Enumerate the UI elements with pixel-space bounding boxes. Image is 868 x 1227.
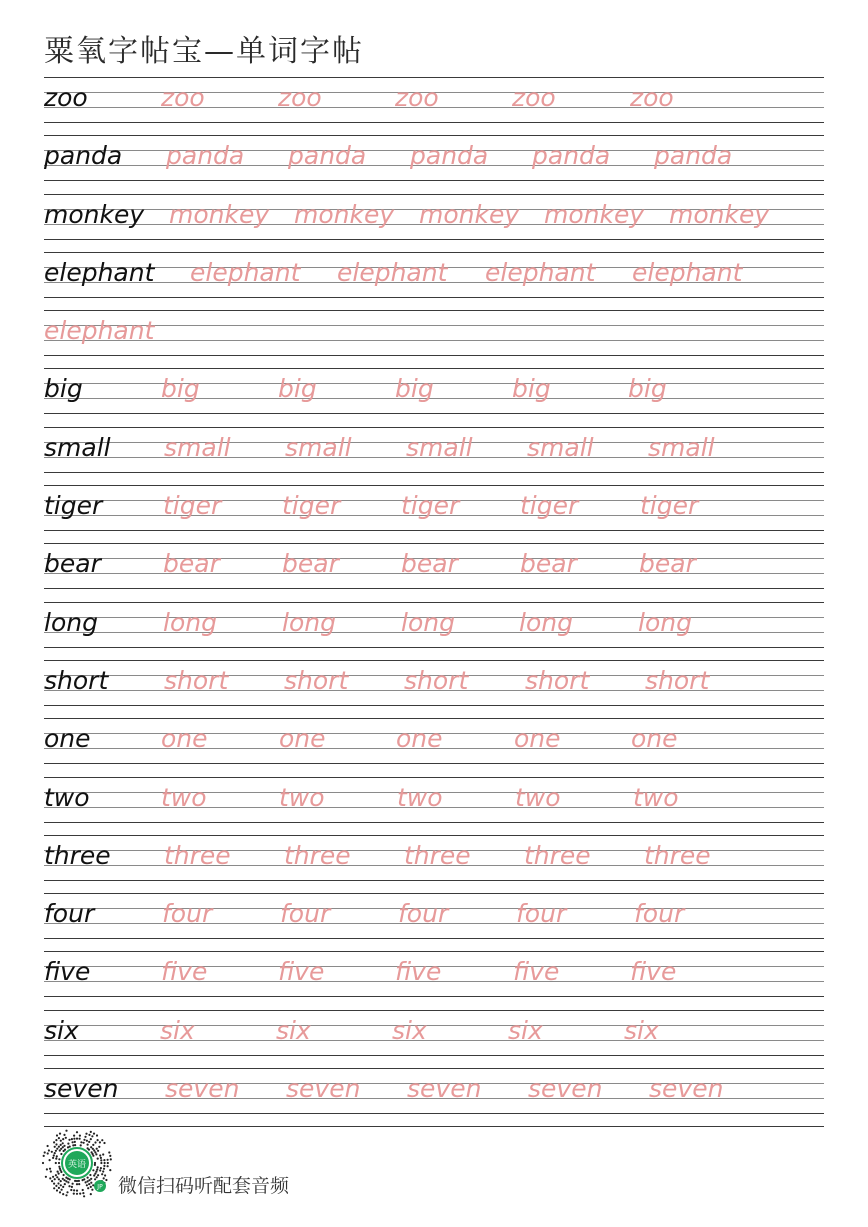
- model-word: long: [44, 607, 98, 637]
- writing-row: [44, 77, 824, 135]
- trace-word: one: [279, 724, 326, 754]
- ruled-line: [44, 368, 824, 369]
- trace-word: short: [164, 665, 229, 695]
- writing-row: [44, 310, 824, 368]
- ruled-line: [44, 77, 824, 78]
- trace-word: long: [282, 607, 336, 637]
- writing-row: [44, 660, 824, 718]
- writing-row: [44, 485, 824, 543]
- trace-word: short: [404, 665, 469, 695]
- trace-word: monkey: [669, 199, 770, 229]
- trace-word: four: [634, 899, 685, 929]
- trace-word: elephant: [44, 316, 155, 346]
- writing-row: [44, 835, 824, 893]
- ruled-line: [44, 310, 824, 311]
- model-word: six: [44, 1015, 79, 1045]
- trace-word: five: [161, 957, 208, 987]
- ruled-line: [44, 1068, 824, 1069]
- trace-word: zoo: [512, 83, 556, 112]
- writing-row: [44, 252, 824, 310]
- trace-word: big: [395, 374, 434, 404]
- ruled-line: [44, 647, 824, 648]
- trace-word: six: [276, 1015, 311, 1045]
- trace-word: big: [161, 374, 200, 404]
- ruled-line: [44, 194, 824, 195]
- ruled-line: [44, 413, 824, 414]
- ruled-line: [44, 602, 824, 603]
- model-word: elephant: [44, 257, 155, 287]
- ruled-line: [44, 893, 824, 894]
- trace-word: one: [514, 724, 561, 754]
- writing-row: [44, 194, 824, 252]
- writing-row: [44, 1068, 824, 1126]
- trace-word: tiger: [520, 491, 579, 521]
- trace-word: big: [278, 374, 317, 404]
- model-word: bear: [44, 549, 101, 579]
- ruled-line: [44, 835, 824, 836]
- trace-word: five: [630, 957, 677, 987]
- trace-word: four: [398, 899, 449, 929]
- trace-word: tiger: [163, 491, 222, 521]
- model-word: three: [44, 840, 111, 870]
- trace-word: three: [524, 840, 591, 870]
- trace-word: seven: [165, 1074, 240, 1104]
- trace-word: zoo: [278, 83, 322, 112]
- ruled-line: [44, 777, 824, 778]
- ruled-line: [44, 543, 824, 544]
- trace-word: long: [163, 607, 217, 637]
- trace-word: three: [404, 840, 471, 870]
- trace-word: big: [512, 374, 551, 404]
- trace-word: three: [164, 840, 231, 870]
- trace-word: monkey: [544, 199, 645, 229]
- ruled-line: [44, 718, 824, 719]
- trace-word: tiger: [401, 491, 460, 521]
- writing-row: [44, 543, 824, 601]
- ruled-line: [44, 880, 824, 881]
- trace-word: zoo: [161, 83, 205, 112]
- trace-word: bear: [520, 549, 577, 579]
- trace-word: tiger: [282, 491, 341, 521]
- trace-word: two: [515, 782, 561, 812]
- trace-word: three: [644, 840, 711, 870]
- ruled-line: [44, 660, 824, 661]
- trace-word: seven: [286, 1074, 361, 1104]
- ruled-line: [44, 588, 824, 589]
- trace-word: bear: [163, 549, 220, 579]
- trace-word: six: [392, 1015, 427, 1045]
- model-word: short: [44, 665, 109, 695]
- writing-row: [44, 427, 824, 485]
- model-word: big: [44, 374, 83, 404]
- trace-word: six: [160, 1015, 195, 1045]
- writing-row: [44, 951, 824, 1009]
- trace-word: zoo: [395, 83, 439, 112]
- ruled-line: [44, 239, 824, 240]
- trace-word: elephant: [337, 257, 448, 287]
- trace-word: big: [628, 374, 667, 404]
- trace-word: panda: [532, 141, 611, 171]
- ruled-line: [44, 252, 824, 253]
- ruled-line: [44, 485, 824, 486]
- qr-badge-label: 英语: [67, 1160, 87, 1170]
- trace-word: four: [516, 899, 567, 929]
- trace-word: three: [284, 840, 351, 870]
- ruled-line: [44, 427, 824, 428]
- writing-row: [44, 368, 824, 426]
- model-word: two: [44, 782, 90, 812]
- trace-word: elephant: [632, 257, 743, 287]
- trace-word: two: [397, 782, 443, 812]
- writing-row: [44, 777, 824, 835]
- page-title: 粟氧字帖宝—单词字帖: [44, 34, 364, 69]
- ruled-line: [44, 340, 824, 341]
- trace-word: seven: [649, 1074, 724, 1104]
- trace-word: monkey: [169, 199, 270, 229]
- writing-row: [44, 1010, 824, 1068]
- trace-word: small: [406, 432, 473, 462]
- ruled-line: [44, 822, 824, 823]
- writing-row: [44, 602, 824, 660]
- model-word: panda: [44, 141, 123, 171]
- qr-corner-tag: JP: [97, 1183, 103, 1191]
- trace-word: four: [280, 899, 331, 929]
- ruled-line: [44, 763, 824, 764]
- trace-word: short: [645, 665, 710, 695]
- trace-word: six: [508, 1015, 543, 1045]
- trace-word: long: [401, 607, 455, 637]
- trace-word: four: [162, 899, 213, 929]
- ruled-line: [44, 1126, 824, 1127]
- trace-word: five: [395, 957, 442, 987]
- model-word: tiger: [44, 491, 103, 521]
- trace-word: elephant: [190, 257, 301, 287]
- model-word: one: [44, 724, 91, 754]
- trace-word: short: [284, 665, 349, 695]
- trace-word: panda: [166, 141, 245, 171]
- trace-word: panda: [410, 141, 489, 171]
- trace-word: small: [648, 432, 715, 462]
- trace-word: seven: [528, 1074, 603, 1104]
- trace-word: bear: [639, 549, 696, 579]
- ruled-line: [44, 122, 824, 123]
- footer-caption: 微信扫码听配套音频: [118, 1175, 290, 1197]
- writing-row: [44, 135, 824, 193]
- trace-word: five: [278, 957, 325, 987]
- trace-word: two: [633, 782, 679, 812]
- model-word: four: [44, 899, 95, 929]
- trace-word: monkey: [294, 199, 395, 229]
- model-word: seven: [44, 1074, 119, 1104]
- trace-word: small: [285, 432, 352, 462]
- trace-word: bear: [401, 549, 458, 579]
- trace-word: panda: [654, 141, 733, 171]
- trace-word: zoo: [630, 83, 674, 112]
- ruled-line: [44, 355, 824, 356]
- trace-word: six: [624, 1015, 659, 1045]
- trace-word: short: [525, 665, 590, 695]
- writing-sheet: [44, 77, 824, 1127]
- trace-word: monkey: [419, 199, 520, 229]
- model-word: five: [44, 957, 91, 987]
- ruled-line: [44, 1055, 824, 1056]
- trace-word: one: [396, 724, 443, 754]
- trace-word: small: [527, 432, 594, 462]
- trace-word: two: [279, 782, 325, 812]
- trace-word: long: [638, 607, 692, 637]
- trace-word: five: [513, 957, 560, 987]
- ruled-line: [44, 472, 824, 473]
- trace-word: panda: [288, 141, 367, 171]
- qr-code-icon[interactable]: [40, 1126, 114, 1200]
- ruled-line: [44, 938, 824, 939]
- trace-word: one: [161, 724, 208, 754]
- writing-row: [44, 718, 824, 776]
- trace-word: bear: [282, 549, 339, 579]
- writing-row: [44, 893, 824, 951]
- trace-word: two: [161, 782, 207, 812]
- ruled-line: [44, 180, 824, 181]
- ruled-line: [44, 135, 824, 136]
- model-word: monkey: [44, 199, 145, 229]
- ruled-line: [44, 1113, 824, 1114]
- ruled-line: [44, 297, 824, 298]
- ruled-line: [44, 1010, 824, 1011]
- ruled-line: [44, 705, 824, 706]
- ruled-line: [44, 996, 824, 997]
- trace-word: elephant: [485, 257, 596, 287]
- trace-word: seven: [407, 1074, 482, 1104]
- trace-word: one: [631, 724, 678, 754]
- ruled-line: [44, 530, 824, 531]
- trace-word: long: [519, 607, 573, 637]
- trace-word: small: [164, 432, 231, 462]
- model-word: small: [44, 432, 111, 462]
- trace-word: tiger: [640, 491, 699, 521]
- model-word: zoo: [44, 83, 88, 112]
- ruled-line: [44, 951, 824, 952]
- ruled-line: [44, 325, 824, 326]
